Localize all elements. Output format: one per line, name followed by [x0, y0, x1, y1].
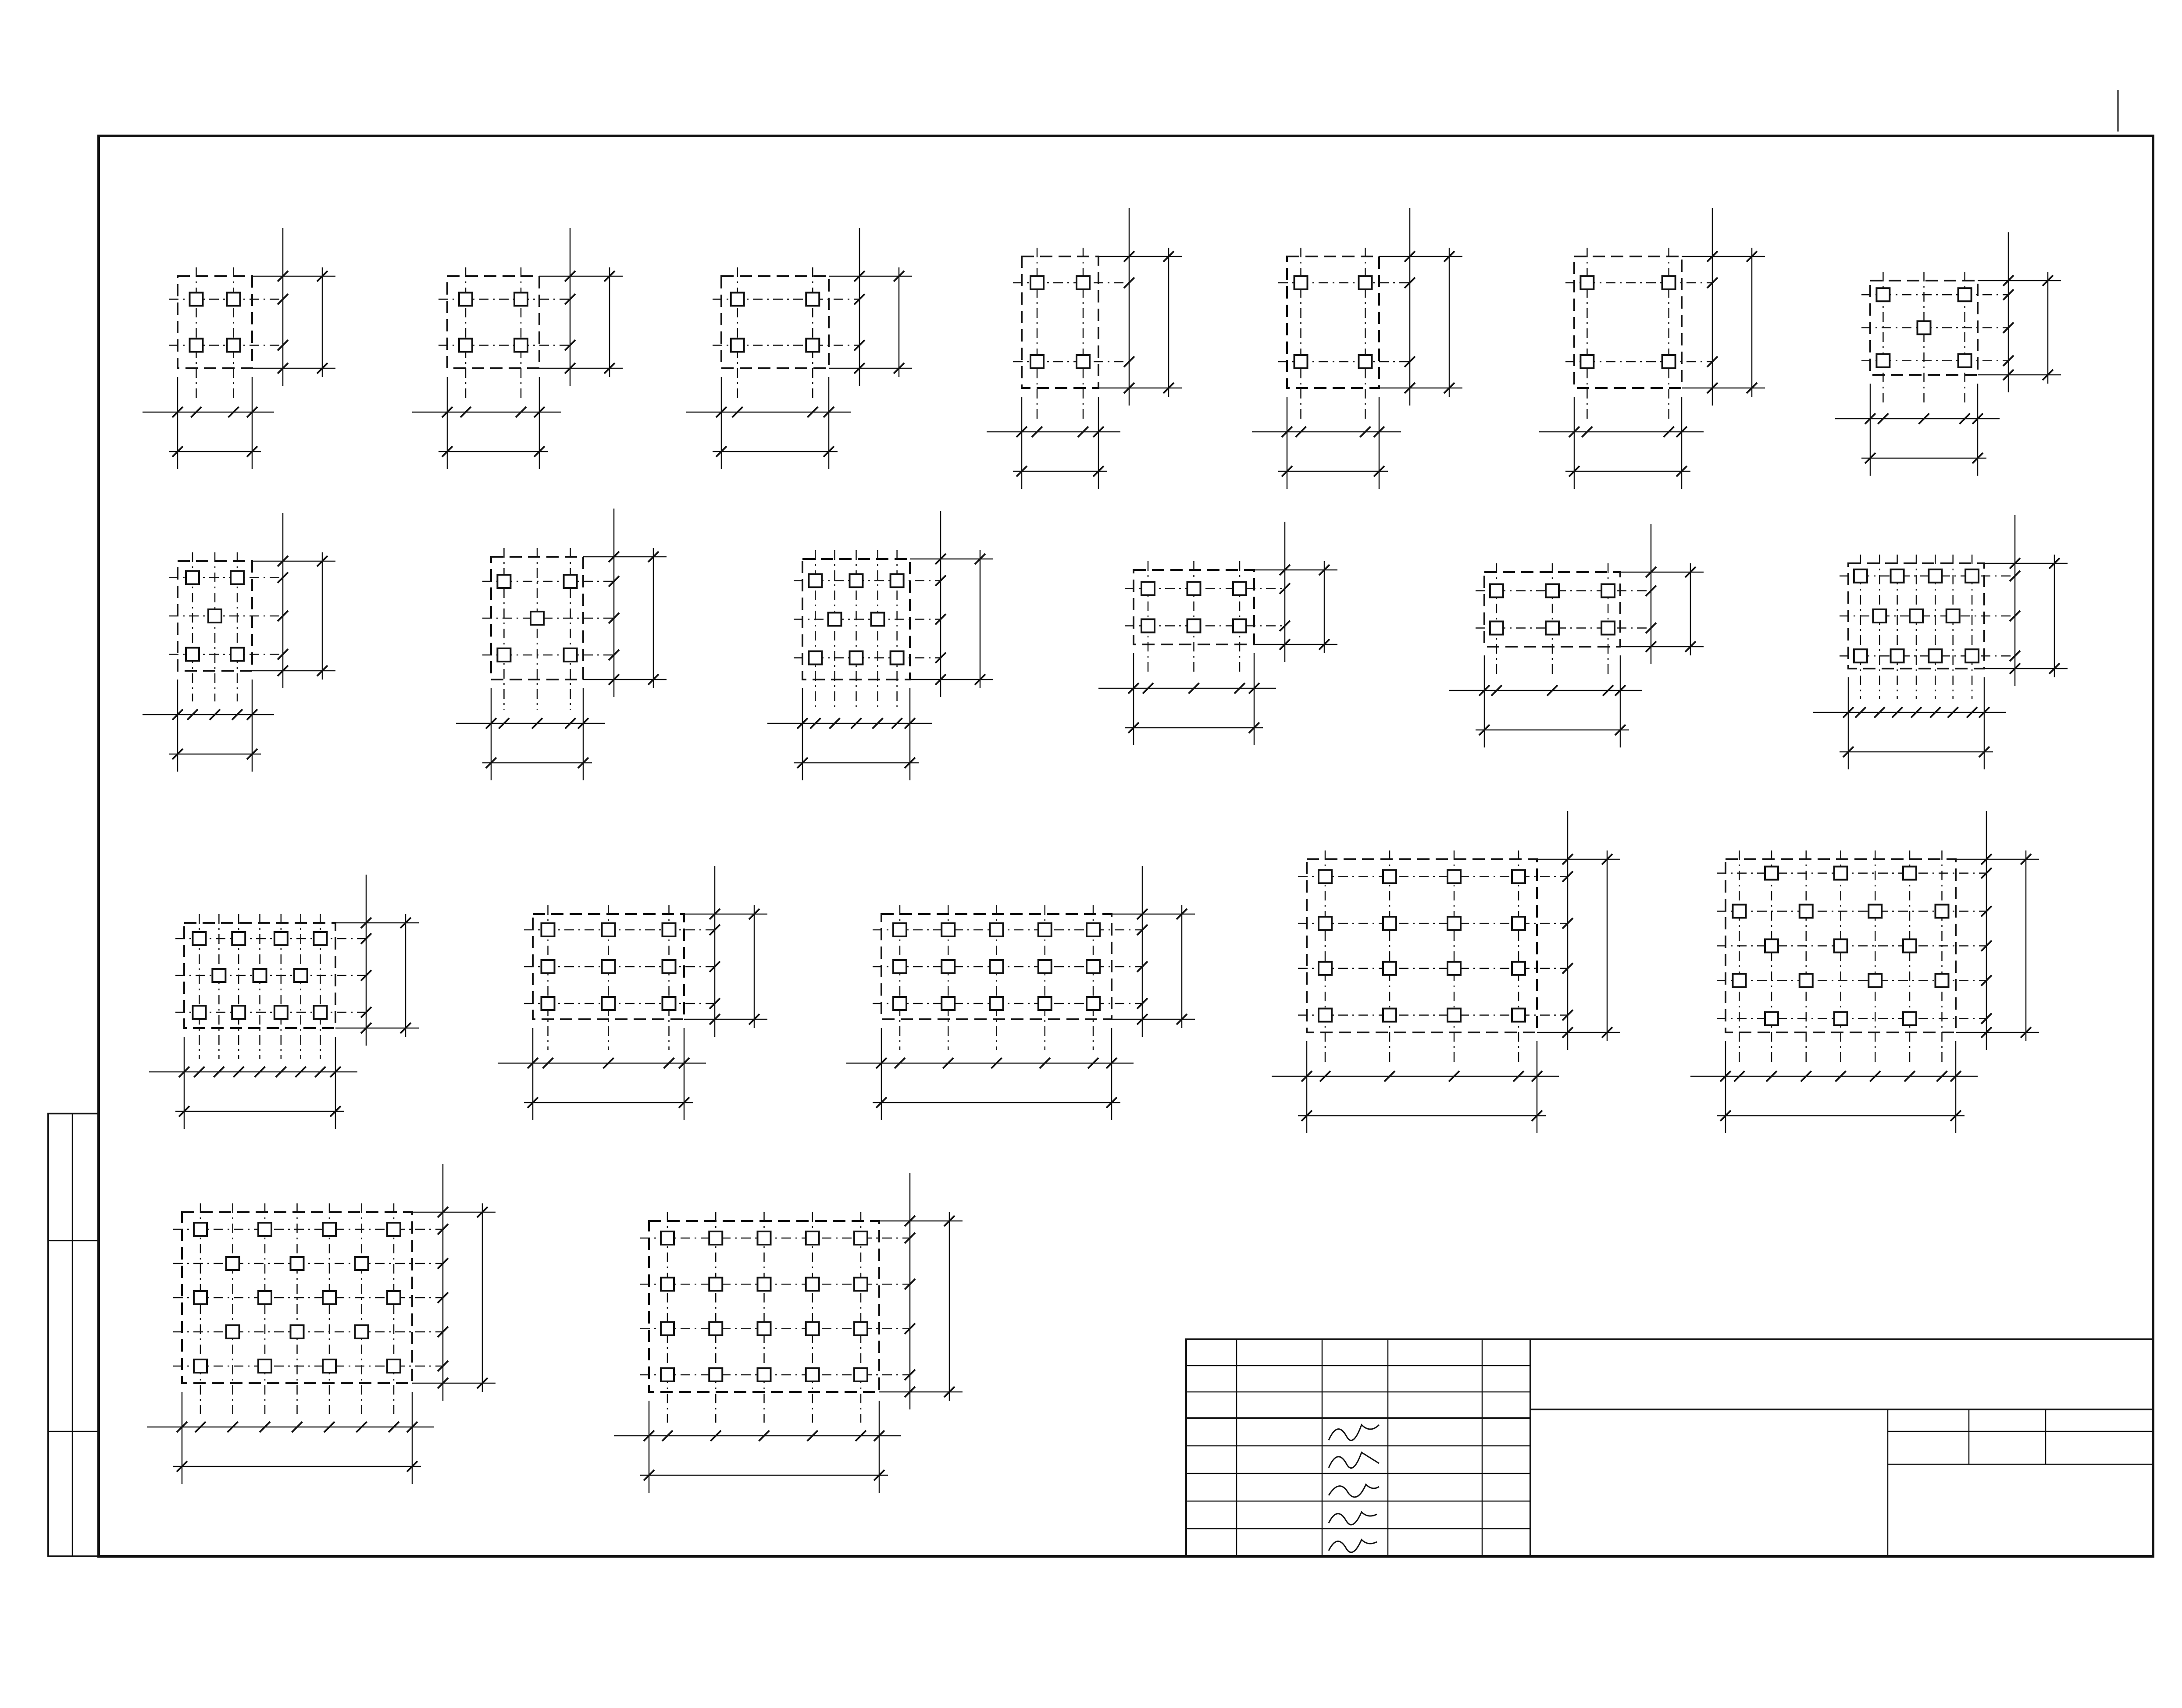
pile [854, 1368, 867, 1381]
pile [387, 1359, 400, 1373]
pile [758, 1322, 771, 1335]
pile-cluster [412, 228, 623, 469]
pile [291, 1325, 304, 1338]
pile [806, 1368, 819, 1381]
pile [1294, 276, 1308, 289]
pile [459, 293, 472, 306]
pile [1733, 974, 1746, 987]
pile [1876, 288, 1890, 301]
pile [542, 923, 555, 936]
pile-cluster [456, 509, 667, 780]
pile-cluster [1539, 208, 1765, 489]
pile-cluster [767, 511, 993, 780]
pile [602, 923, 615, 936]
pile [387, 1291, 400, 1304]
pile [990, 960, 1003, 973]
pile [1233, 619, 1246, 633]
pile [661, 1277, 674, 1291]
pile [497, 575, 510, 588]
pile [1765, 939, 1778, 953]
pile-cluster [686, 228, 912, 469]
pile [1383, 1009, 1396, 1022]
pile-cluster [1835, 232, 2061, 476]
pile [854, 1277, 867, 1291]
pile-cluster [1252, 208, 1462, 489]
signature-marks [1329, 1425, 1379, 1552]
pile [1854, 569, 1867, 583]
pile [1873, 609, 1886, 623]
pile [231, 648, 244, 661]
pile [1294, 355, 1308, 368]
pile [1038, 960, 1052, 973]
pile [1765, 1012, 1778, 1025]
pile-cluster [143, 513, 335, 772]
sheet-frame [99, 136, 2153, 1556]
pile [891, 651, 904, 665]
pile [1512, 1009, 1525, 1022]
pile [1319, 870, 1332, 883]
pile [1546, 622, 1559, 635]
pile [1383, 962, 1396, 975]
pile [291, 1257, 304, 1270]
pile [497, 648, 510, 662]
pile [854, 1231, 867, 1245]
pile [323, 1223, 336, 1236]
pile [1512, 962, 1525, 975]
pile [314, 1006, 327, 1019]
pile-cluster [987, 208, 1182, 489]
pile [1187, 619, 1201, 633]
pile [1834, 1012, 1847, 1025]
pile [190, 293, 203, 306]
pile-cluster [614, 1173, 963, 1493]
pile-cluster [1813, 515, 2068, 769]
pile [194, 1291, 207, 1304]
pile [758, 1368, 771, 1381]
pile [514, 339, 528, 352]
pile [806, 293, 819, 306]
pile [731, 293, 744, 306]
pile [1936, 974, 1949, 987]
pile [564, 648, 577, 662]
pile [1854, 649, 1867, 662]
pile [663, 997, 676, 1010]
pile [1765, 867, 1778, 880]
pile [1490, 622, 1503, 635]
pile [1958, 288, 1972, 301]
pile-cluster-plans [143, 208, 2068, 1493]
pile [1876, 354, 1890, 367]
pile [871, 613, 884, 626]
pile [941, 960, 955, 973]
pile [1965, 569, 1979, 583]
pile [1077, 276, 1090, 289]
pile [1662, 276, 1676, 289]
pile [941, 997, 955, 1010]
pile [1958, 354, 1972, 367]
pile [193, 932, 206, 945]
pile [194, 1359, 207, 1373]
grillage-outline [447, 276, 539, 368]
pile-cluster [1272, 811, 1620, 1133]
pile [661, 1231, 674, 1245]
pile [186, 571, 199, 584]
pile [323, 1291, 336, 1304]
pile [227, 339, 240, 352]
pile [758, 1231, 771, 1245]
side-stamp [48, 1114, 99, 1556]
pile [891, 574, 904, 587]
pile [1141, 582, 1155, 595]
pile [294, 969, 307, 982]
pile [1319, 917, 1332, 930]
pile [1359, 355, 1372, 368]
pile [253, 969, 267, 982]
pile [193, 1006, 206, 1019]
pile [1187, 582, 1201, 595]
pile [1448, 962, 1461, 975]
pile [1512, 917, 1525, 930]
pile [1319, 962, 1332, 975]
pile [1929, 569, 1942, 583]
pile [806, 1322, 819, 1335]
pile [1077, 355, 1090, 368]
pile [1087, 923, 1100, 936]
pile [542, 960, 555, 973]
pile [531, 612, 544, 625]
pile-cluster [147, 1164, 496, 1484]
pile [709, 1277, 722, 1291]
pile [941, 923, 955, 936]
title-block [1186, 1339, 2153, 1556]
pile [828, 613, 841, 626]
pile [1383, 917, 1396, 930]
pile [709, 1231, 722, 1245]
pile [258, 1223, 271, 1236]
pile [258, 1291, 271, 1304]
pile [275, 932, 288, 945]
pile [1601, 622, 1615, 635]
pile [990, 997, 1003, 1010]
pile [514, 293, 528, 306]
pile [663, 960, 676, 973]
pile [709, 1368, 722, 1381]
pile [1319, 1009, 1332, 1022]
pile [227, 293, 240, 306]
pile [1834, 939, 1847, 953]
pile [602, 997, 615, 1010]
pile [663, 923, 676, 936]
pile [1490, 584, 1503, 598]
pile [275, 1006, 288, 1019]
pile [1087, 997, 1100, 1010]
pile [758, 1277, 771, 1291]
pile [1383, 870, 1396, 883]
pile [1733, 905, 1746, 918]
pile [226, 1257, 239, 1270]
pile [190, 339, 203, 352]
pile [850, 651, 863, 665]
pile [1030, 355, 1044, 368]
pile [1580, 276, 1594, 289]
pile [1800, 974, 1813, 987]
pile [1233, 582, 1246, 595]
pile [1448, 870, 1461, 883]
pile [1087, 960, 1100, 973]
pile [258, 1359, 271, 1373]
pile-cluster [1449, 524, 1704, 747]
pile [1038, 997, 1052, 1010]
pile-cluster [149, 875, 419, 1129]
pile [314, 932, 327, 945]
pile [1601, 584, 1615, 598]
pile [194, 1223, 207, 1236]
pile [1903, 1012, 1916, 1025]
pile [1030, 276, 1044, 289]
pile [1800, 905, 1813, 918]
pile [1965, 649, 1979, 662]
pile [1929, 649, 1942, 662]
pile [893, 997, 906, 1010]
pile [355, 1257, 368, 1270]
pile [850, 574, 863, 587]
pile [731, 339, 744, 352]
pile [661, 1322, 674, 1335]
pile [893, 960, 906, 973]
pile [1038, 923, 1052, 936]
pile [387, 1223, 400, 1236]
pile [226, 1325, 239, 1338]
grillage-outline [1307, 859, 1537, 1032]
pile [459, 339, 472, 352]
pile [1936, 905, 1949, 918]
pile [661, 1368, 674, 1381]
pile [232, 1006, 245, 1019]
pile [232, 932, 245, 945]
pile [809, 651, 822, 665]
pile [231, 571, 244, 584]
pile [1448, 917, 1461, 930]
pile [186, 648, 199, 661]
pile-cluster [498, 866, 767, 1120]
pile [208, 609, 221, 623]
pile [1903, 867, 1916, 880]
pile [1359, 276, 1372, 289]
pile [564, 575, 577, 588]
pile [1891, 649, 1904, 662]
pile [806, 1277, 819, 1291]
pile [854, 1322, 867, 1335]
pile [1448, 1009, 1461, 1022]
pile [1868, 974, 1882, 987]
pile [990, 923, 1003, 936]
pile [1580, 355, 1594, 368]
pile-cluster [1690, 811, 2039, 1133]
pile [806, 1231, 819, 1245]
pile [1662, 355, 1676, 368]
pile [809, 574, 822, 587]
pile [1903, 939, 1916, 953]
pile-cluster [1098, 522, 1337, 745]
pile [1868, 905, 1882, 918]
pile [893, 923, 906, 936]
pile [806, 339, 819, 352]
pile [1910, 609, 1923, 623]
pile [1546, 584, 1559, 598]
pile [1947, 609, 1960, 623]
pile [542, 997, 555, 1010]
pile [1918, 321, 1931, 334]
pile [1891, 569, 1904, 583]
pile-cluster [846, 866, 1195, 1120]
grillage-outline [178, 276, 252, 368]
pile [709, 1322, 722, 1335]
pile [602, 960, 615, 973]
pile-cluster [143, 228, 335, 469]
pile [355, 1325, 368, 1338]
pile [1512, 870, 1525, 883]
pile [323, 1359, 336, 1373]
pile [1141, 619, 1155, 633]
pile [1834, 867, 1847, 880]
pile [212, 969, 225, 982]
